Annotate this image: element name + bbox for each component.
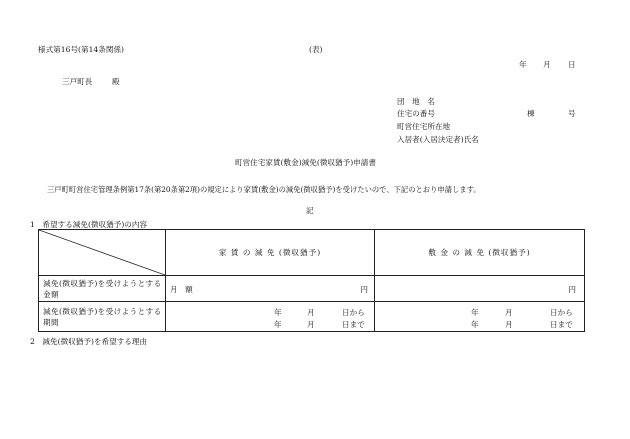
rent-to-year: 年 [274, 320, 282, 329]
building-unit-label: 棟 [527, 109, 535, 118]
deposit-to-year: 年 [471, 320, 479, 329]
complex-name-label: 団 地 名 [397, 97, 435, 106]
deposit-yen-label: 円 [568, 285, 576, 294]
rent-from-month: 月 [307, 308, 315, 317]
rent-from-day: 日から [342, 308, 365, 317]
document-title: 町営住宅家賃(敷金)減免(徴収猶予)申請書 [235, 158, 376, 167]
tenant-name-label: 入居者(入居決定者)氏名 [397, 135, 479, 144]
deposit-from-day: 日から [550, 308, 573, 317]
document-body: 三戸町町営住宅管理条例第17条(第20条第2項)の規定により家賃(敷金)の減免(徴収猶予)を受けたいので、下記のとおり申請します。 [47, 185, 481, 194]
period-row-label: 減免(徴収猶予)を受けようとする期間 [39, 302, 166, 332]
rent-to-day: 日まで [342, 320, 365, 329]
table-row-period [39, 302, 585, 332]
section2-heading: 2 減免(徴収猶予)を希望する理由 [30, 337, 148, 346]
date-month-label: 月 [543, 60, 551, 69]
deposit-to-day: 日まで [550, 320, 573, 329]
form-side-label: (表) [309, 45, 323, 54]
deposit-column-header: 敷 金 の 減 免 (徴収猶予) [375, 230, 585, 276]
deposit-amount-cell[interactable] [375, 276, 585, 302]
ki-label: 記 [306, 206, 314, 215]
rent-from-year: 年 [274, 308, 282, 317]
rent-yen-label: 円 [360, 285, 368, 294]
date-day-label: 日 [568, 60, 576, 69]
deposit-from-month: 月 [505, 308, 513, 317]
deposit-to-month: 月 [505, 320, 513, 329]
table-row-amount [39, 276, 585, 302]
deposit-from-year: 年 [471, 308, 479, 317]
section1-heading: 1 希望する減免(徴収猶予)の内容 [30, 220, 148, 229]
amount-row-label: 減免(徴収猶予)を受けようとする金額 [39, 276, 166, 302]
addressee-honorific: 殿 [112, 77, 120, 86]
monthly-label: 月 額 [170, 285, 193, 294]
rent-column-header: 家 賃 の 減 免 (徴収猶予) [166, 230, 375, 276]
rent-amount-cell[interactable] [166, 276, 375, 302]
rent-period-cell[interactable] [166, 302, 375, 332]
reduction-table [38, 229, 585, 332]
date-year-label: 年 [519, 60, 527, 69]
address-label: 町営住宅所在地 [397, 122, 451, 131]
diagonal-line [39, 230, 165, 275]
rent-to-month: 月 [307, 320, 315, 329]
table-header-row [39, 230, 585, 276]
diagonal-header-cell [39, 230, 166, 276]
deposit-period-cell[interactable] [375, 302, 585, 332]
unit-number-label: 住宅の番号 [397, 109, 435, 118]
addressee-name: 三戸町長 [62, 77, 93, 86]
form-number: 様式第16号(第14条関係) [38, 45, 124, 54]
room-unit-label: 号 [568, 109, 576, 118]
